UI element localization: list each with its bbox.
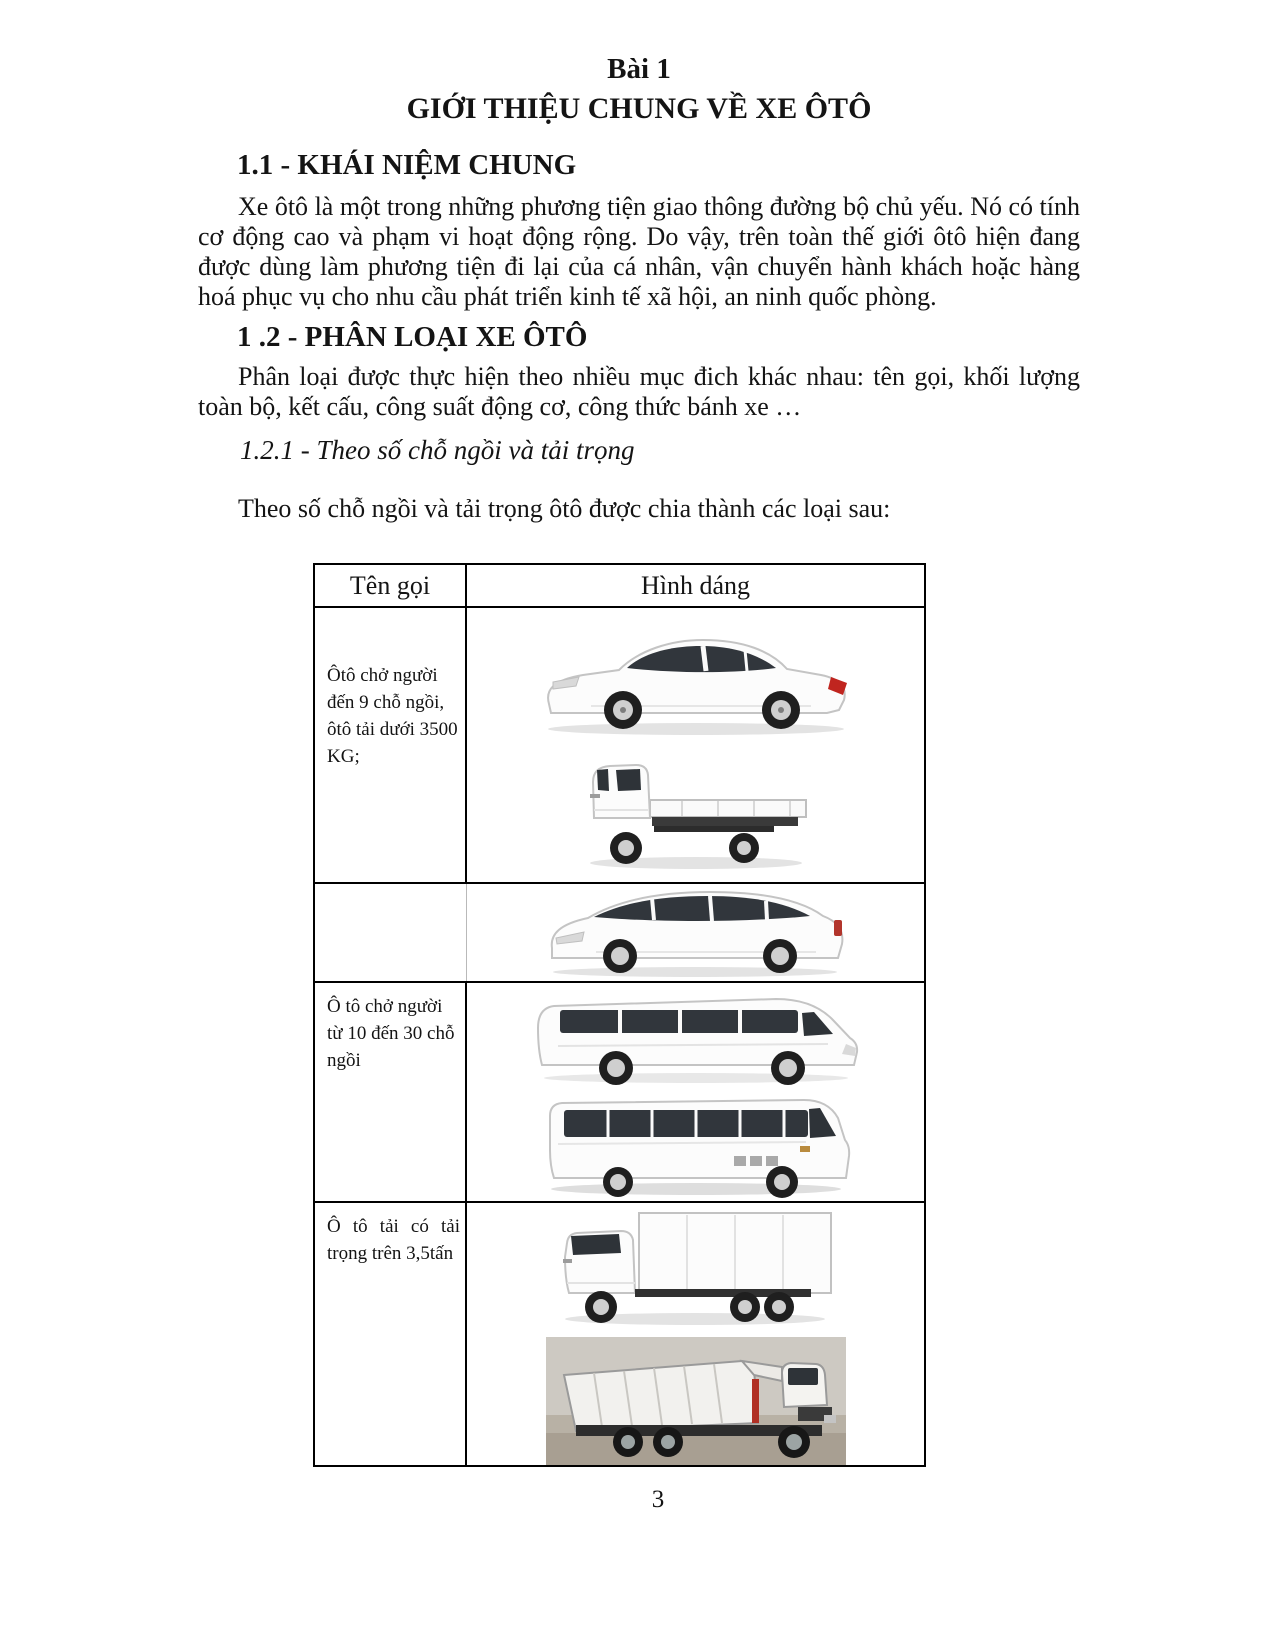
table-row [314,982,925,1202]
row-images-cell [466,883,925,982]
row-label-cars-under-9-seats: Ôtô chở người đến 9 chỗ ngồi, ôtô tải dưới 3500 KG; [314,607,466,883]
box-truck-image [553,1207,838,1331]
light-truck-image [578,750,813,875]
subsection-1-2-1-heading: 1.2.1 - Theo số chỗ ngồi và tải trọng [240,435,635,465]
dump-truck-image [546,1337,846,1465]
title-block [198,52,1080,127]
sedan-image [531,622,861,742]
table-intro-paragraph: Theo số chỗ ngồi và tải trọng ôtô được chia thành các loại sau: [238,494,891,523]
section-1-paragraph: Xe ôtô là một trong những phương tiện giao thông đường bộ chủ yếu. Nó có tính cơ động cao và phạm vi hoạt động rộng. Do vậy, trên toàn thế giới ôtô hiện đang được dùng làm phương tiện đi lại của cá nhân, vận chuyển hành khách hoặc hàng hoá phục vụ cho nhu cầu phát triển kinh tế xã hội, an ninh quốc phòng. [198,192,1080,311]
bus-image [538,1094,853,1200]
section-2-heading: 1 .2 - PHÂN LOẠI XE ÔTÔ [237,321,588,353]
row-label-empty [314,883,466,982]
column-header-shape: Hình dáng [466,564,925,607]
row-label-trucks-over-3-5-tons: Ô tô tải có tải trọng trên 3,5tấn [314,1202,466,1466]
column-header-name: Tên gọi [314,564,466,607]
row-images-cell [466,1202,925,1466]
minivan-image [540,886,850,981]
table-row [314,1202,925,1466]
vehicle-classification-table [313,563,926,1467]
table-row [314,607,925,883]
section-2-paragraph: Phân loại được thực hiện theo nhiều mục đich khác nhau: tên gọi, khối lượng toàn bộ, kết cấu, công suất động cơ, công thức bánh xe … [198,362,1080,421]
table-row [314,883,925,982]
row-label-10-30-seats: Ô tô chở người từ 10 đến 30 chỗ ngồi [314,982,466,1202]
lesson-label: Bài 1 [607,53,671,85]
table-header-row [314,564,925,607]
row-images-cell [466,607,925,883]
page-title: GIỚI THIỆU CHUNG VỀ XE ÔTÔ [406,92,872,125]
section-1-heading: 1.1 - KHÁI NIỆM CHUNG [237,149,577,181]
page-number: 3 [651,1486,665,1513]
row-images-cell [466,982,925,1202]
van-image [528,988,863,1088]
